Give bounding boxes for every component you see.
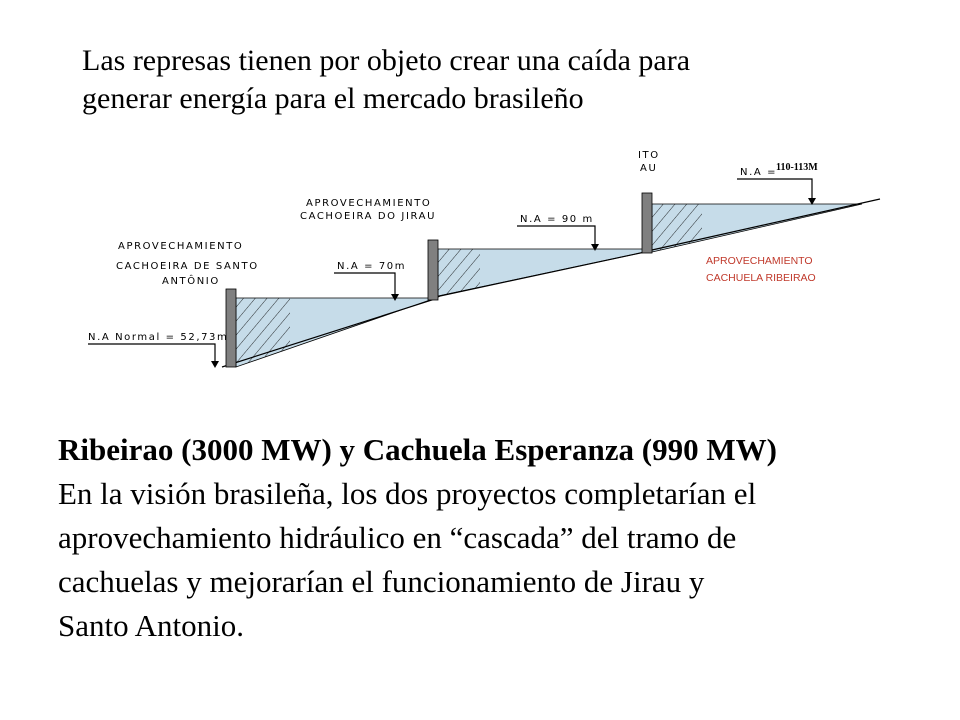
dam3-name-line1: ITO xyxy=(638,150,660,161)
dam2-upstream-pointer xyxy=(517,226,595,247)
dam1-name-line1: APROVECHAMIENTO xyxy=(118,241,244,252)
dam-ribeirao xyxy=(642,193,652,253)
dam2-name-line2: CACHOEIRA DO JIRAU xyxy=(300,211,437,222)
paragraph-line-4: Santo Antonio. xyxy=(58,608,245,643)
dam3-name-line2: AU xyxy=(640,163,658,174)
paragraph-line-1: En la visión brasileña, los dos proyectos completarían el xyxy=(58,476,757,511)
heading-line-1: Las represas tienen por objeto crear una caída para xyxy=(82,44,691,77)
dam2-upstream-level: N.A = 90 m xyxy=(520,214,594,225)
body-text xyxy=(58,428,938,648)
dam-jirau xyxy=(428,240,438,300)
dam1-level-pointer xyxy=(88,344,215,364)
paragraph-line-2: aprovechamiento hidráulico en “cascada” del tramo de xyxy=(58,520,737,555)
dam3-red-name-line2: CACHUELA RIBEIRAO xyxy=(706,272,816,284)
dam3-red-name-line1: APROVECHAMIENTO xyxy=(706,255,813,267)
dam2-name-line1: APROVECHAMIENTO xyxy=(306,198,432,209)
heading-line-2: generar energía para el mercado brasileño xyxy=(82,82,584,115)
slide-heading xyxy=(82,42,882,118)
cascade-dams-diagram xyxy=(0,140,960,400)
dam1-level-arrowhead xyxy=(211,361,219,368)
dam3-upstream-value: 110-113M xyxy=(776,162,818,173)
dam1-name-line3: ANTÔNIO xyxy=(162,276,220,287)
dam3-upstream-pointer xyxy=(737,179,812,201)
dam-santo-antonio xyxy=(226,289,236,367)
reservoir-santo-antonio-hatch xyxy=(236,298,290,367)
projects-headline: Ribeirao (3000 MW) y Cachuela Esperanza (990 MW) xyxy=(58,432,777,467)
dam1-upstream-pointer xyxy=(334,273,395,297)
dam1-name-line2: CACHOEIRA DE SANTO xyxy=(116,261,259,272)
paragraph-line-3: cachuelas y mejorarían el funcionamiento de Jirau y xyxy=(58,564,705,599)
dam1-level-label: N.A Normal = 52,73m xyxy=(88,332,229,343)
dam1-upstream-level: N.A = 70m xyxy=(337,261,407,272)
dam3-upstream-level: N.A = xyxy=(740,167,778,178)
